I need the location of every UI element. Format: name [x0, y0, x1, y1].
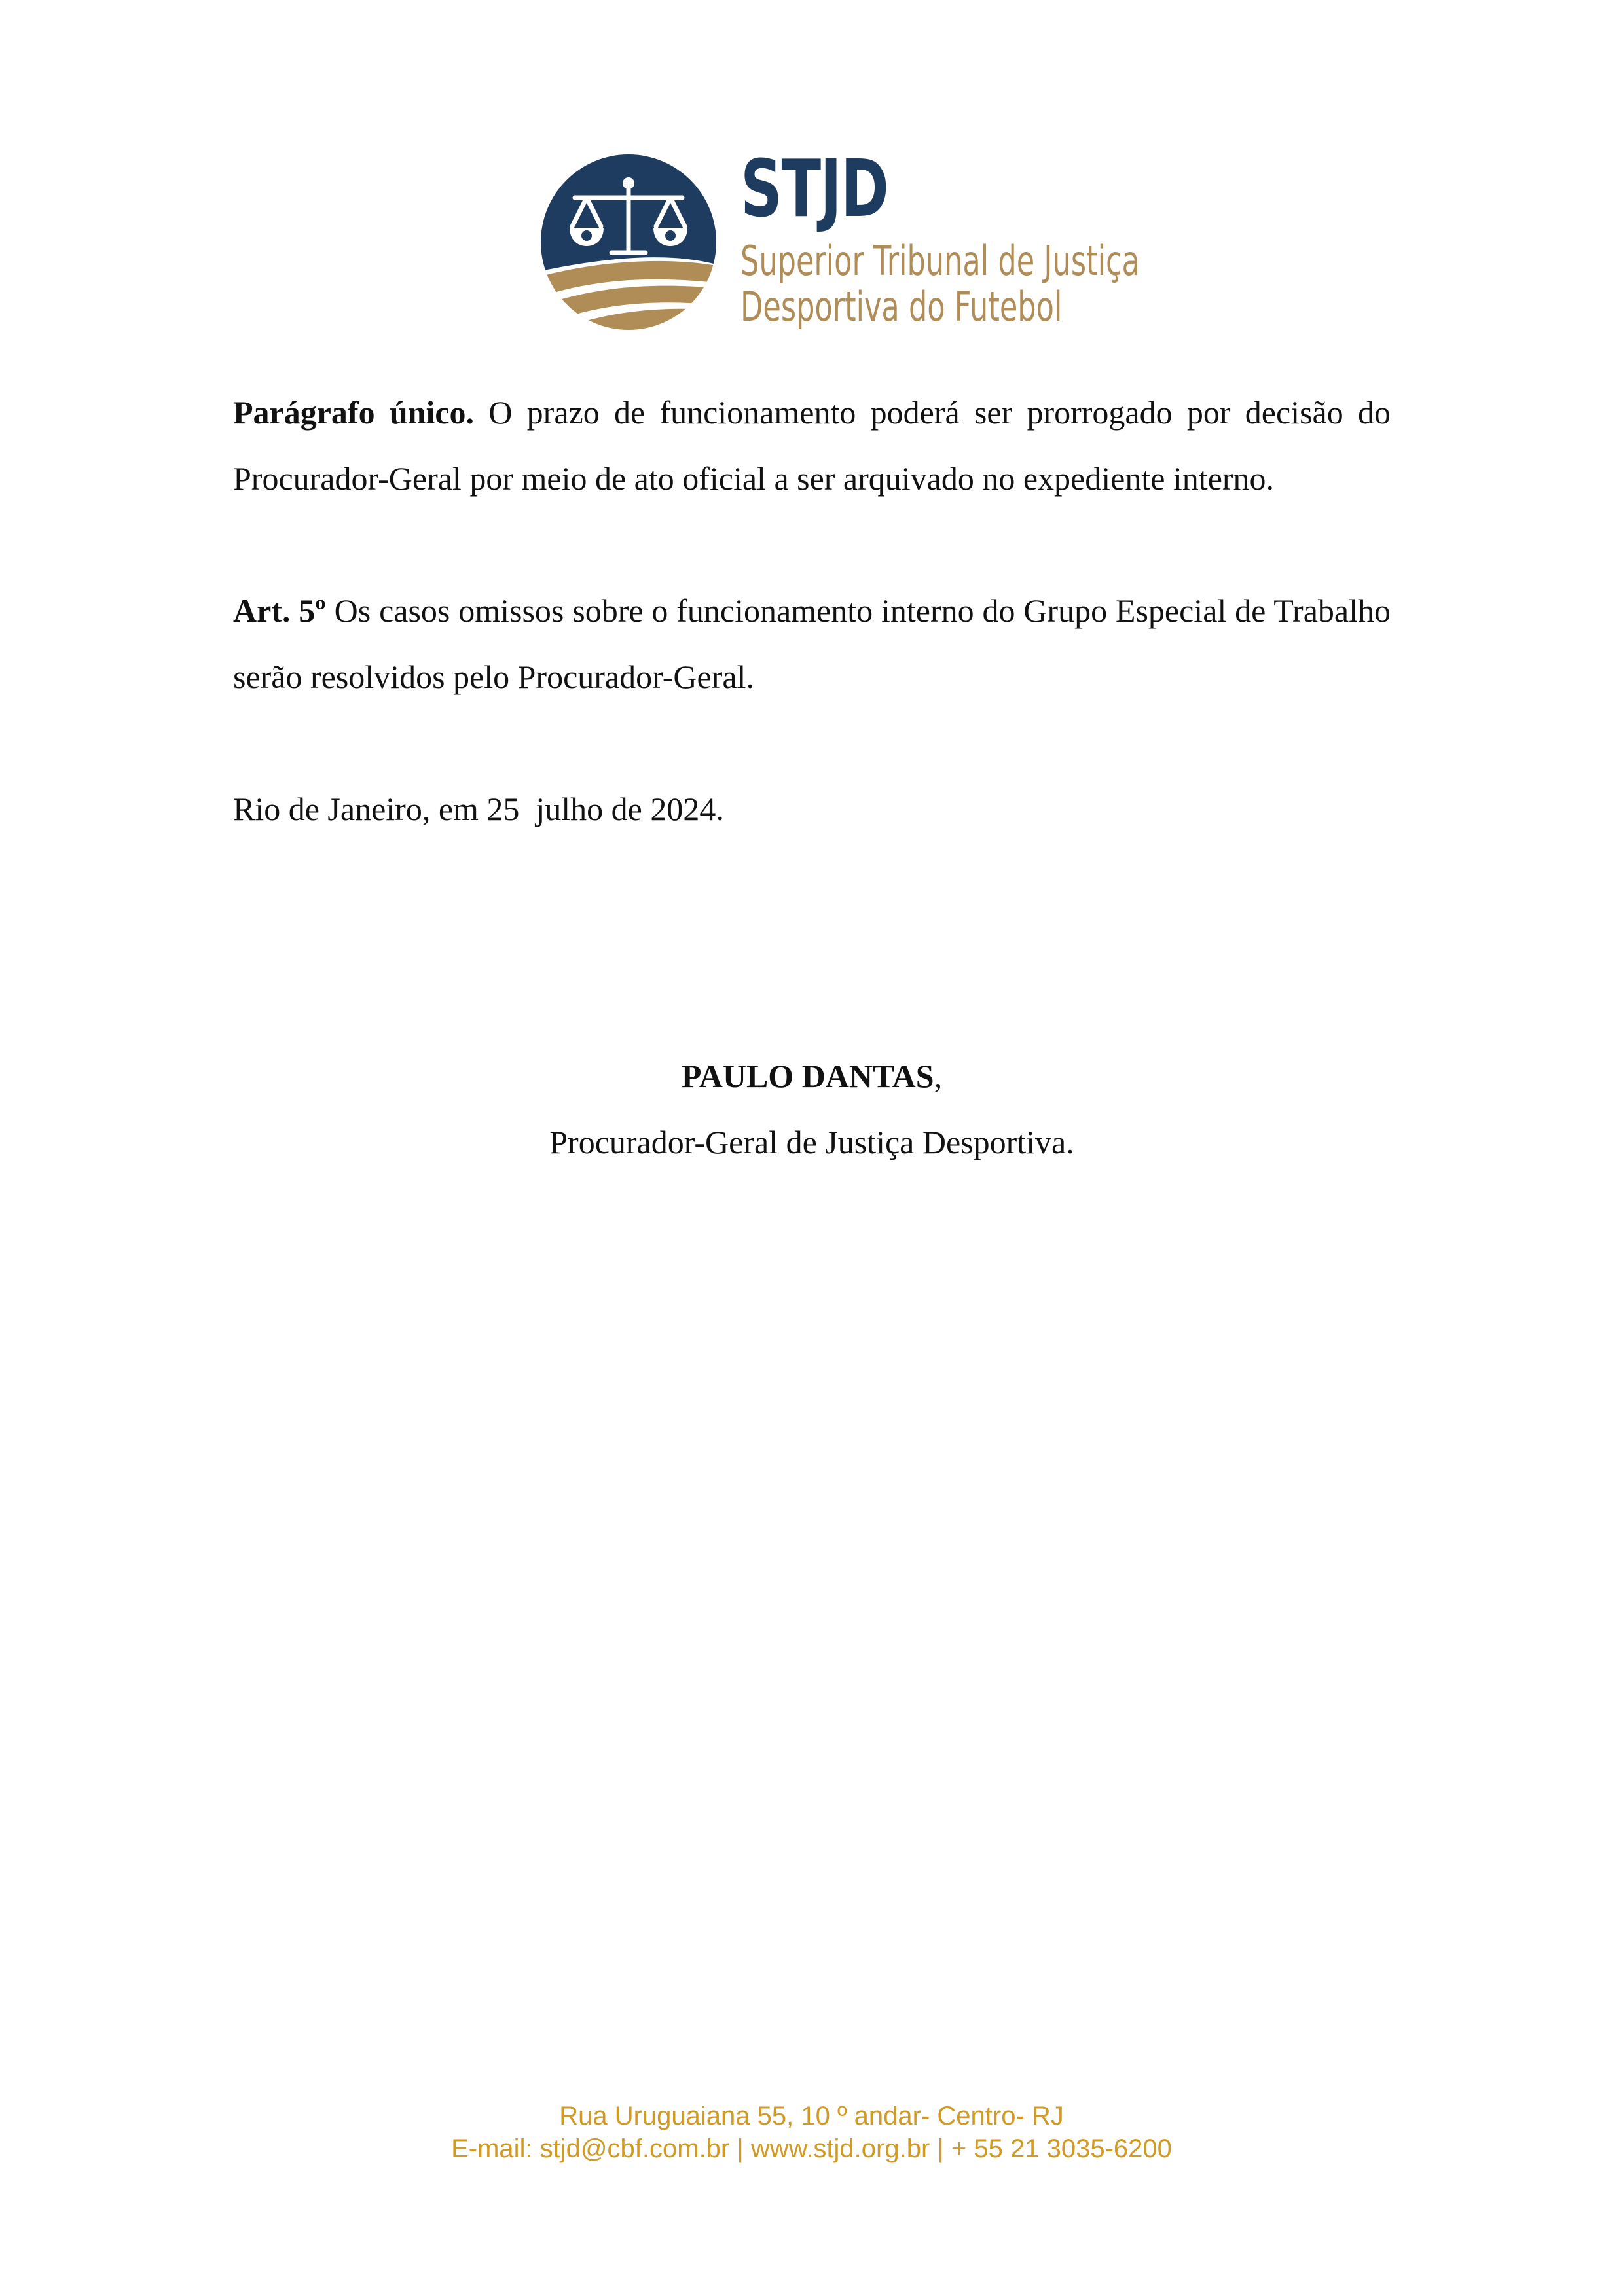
date-line: Rio de Janeiro, em 25 julho de 2024.: [233, 791, 724, 827]
signature-block: [233, 1043, 1391, 1175]
footer-contact: E-mail: stjd@cbf.com.br | www.stjd.org.br | + 55 21 3035-6200: [451, 2134, 1172, 2163]
paragraph-unico-text: O prazo de funcionamento poderá ser prorrogado por decisão do Procurador-Geral por meio de ato oficial a ser arquivado no expediente interno.: [233, 394, 1391, 497]
paragraph-unico: [233, 380, 1391, 512]
brand-line-2: Desportiva do Futebol: [740, 283, 1063, 331]
article-5-text: Os casos omissos sobre o funcionamento interno do Grupo Especial de Trabalho serão resolvidos pelo Procurador-Geral.: [233, 592, 1391, 695]
signatory-name: PAULO DANTAS: [681, 1058, 934, 1094]
document-body: [233, 380, 1391, 842]
footer-address: Rua Uruguaiana 55, 10 º andar- Centro- RJ: [559, 2102, 1064, 2130]
letterhead: [541, 144, 1140, 334]
signatory-title: Procurador-Geral de Justiça Desportiva.: [549, 1124, 1074, 1160]
signatory-name-suffix: ,: [934, 1058, 943, 1094]
scales-of-justice-icon: [541, 154, 716, 330]
footer: [0, 2100, 1623, 2165]
article-5: [233, 578, 1391, 710]
article-5-label: Art. 5º: [233, 592, 326, 629]
brand-name: STJD: [740, 144, 888, 235]
paragraph-unico-label: Parágrafo único.: [233, 394, 475, 431]
brand-line-1: Superior Tribunal de Justiça: [740, 237, 1140, 285]
brand-block: [740, 144, 1295, 331]
